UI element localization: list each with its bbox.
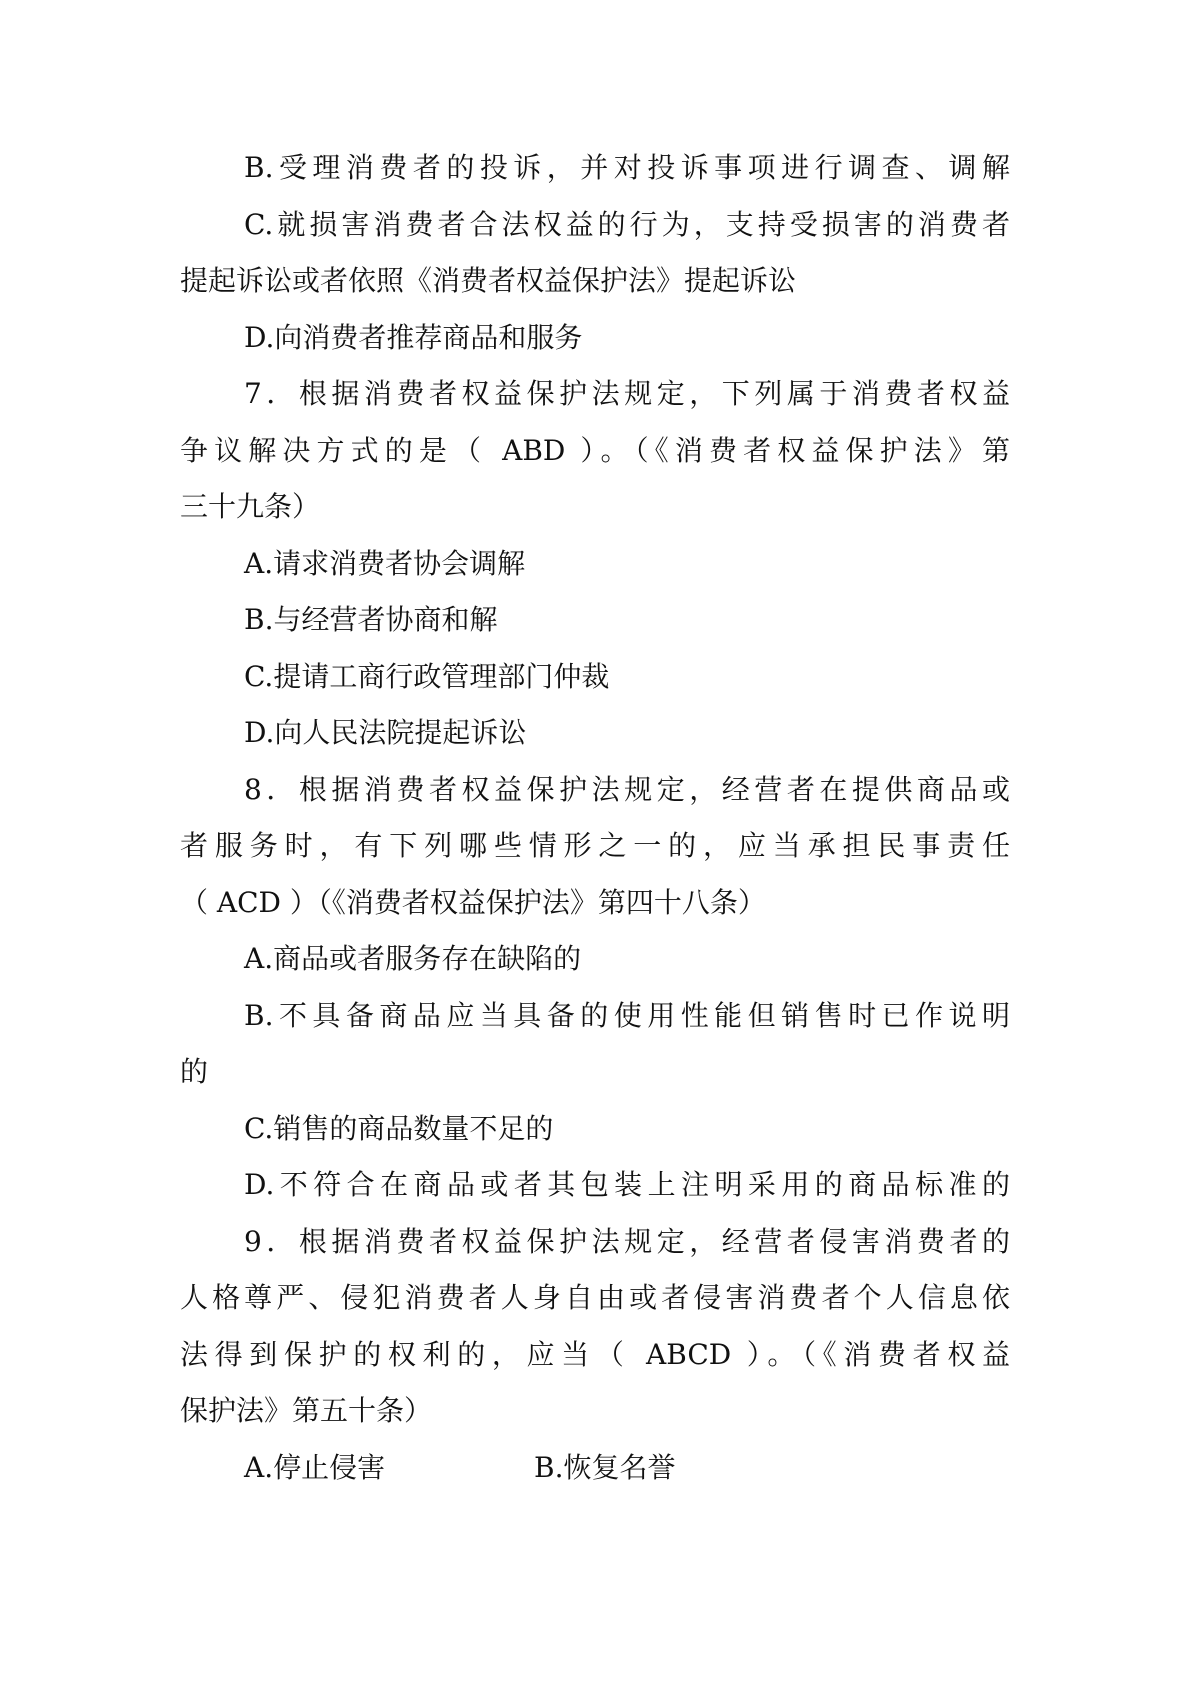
question-9-cont: 人格尊严、侵犯消费者人身自由或者侵害消费者个人信息依 [180, 1281, 1010, 1314]
option-9a: A.停止侵害 [244, 1450, 386, 1484]
option-6b: B.受理消费者的投诉，并对投诉事项进行调查、调解 [244, 151, 1010, 184]
question-7-cont-2: 三十九条） [180, 490, 321, 523]
option-7c: C.提请工商行政管理部门仲裁 [244, 659, 610, 693]
option-6c: C.就损害消费者合法权益的行为，支持受损害的消费者 [244, 207, 1010, 241]
question-9: 9．根据消费者权益保护法规定，经营者侵害消费者的 [244, 1224, 1010, 1258]
option-8c: C.销售的商品数量不足的 [244, 1111, 554, 1145]
option-8a: A.商品或者服务存在缺陷的 [244, 942, 582, 975]
question-8: 8．根据消费者权益保护法规定，经营者在提供商品或 [244, 772, 1010, 806]
question-7: 7．根据消费者权益保护法规定，下列属于消费者权益 [244, 377, 1010, 410]
option-8d: D.不符合在商品或者其包装上注明采用的商品标准的 [244, 1168, 1010, 1201]
option-9b: B.恢复名誉 [534, 1450, 676, 1484]
document-page [180, 140, 1010, 1496]
question-7-cont: 争议解决方式的是（ ABD ）。（《消费者权益保护法》第 [180, 433, 1010, 467]
question-9-cont-2: 法得到保护的权利的，应当（ ABCD ）。（《消费者权益 [180, 1337, 1010, 1371]
option-6d: D.向消费者推荐商品和服务 [244, 320, 583, 354]
option-8b-cont: 的 [180, 1055, 209, 1088]
option-6c-cont: 提起诉讼或者依照《消费者权益保护法》提起诉讼 [180, 264, 797, 297]
options-9-row [180, 1440, 1010, 1497]
option-8b: B.不具备商品应当具备的使用性能但销售时已作说明 [244, 998, 1010, 1032]
question-9-cont-3: 保护法》第五十条） [180, 1394, 433, 1427]
option-7b: B.与经营者协商和解 [244, 603, 498, 636]
question-8-cont-2: （ ACD ）（《消费者权益保护法》第四十八条） [180, 885, 766, 919]
option-7d: D.向人民法院提起诉讼 [244, 716, 527, 749]
question-8-cont: 者服务时，有下列哪些情形之一的，应当承担民事责任 [180, 829, 1010, 862]
option-7a: A.请求消费者协会调解 [244, 546, 526, 580]
